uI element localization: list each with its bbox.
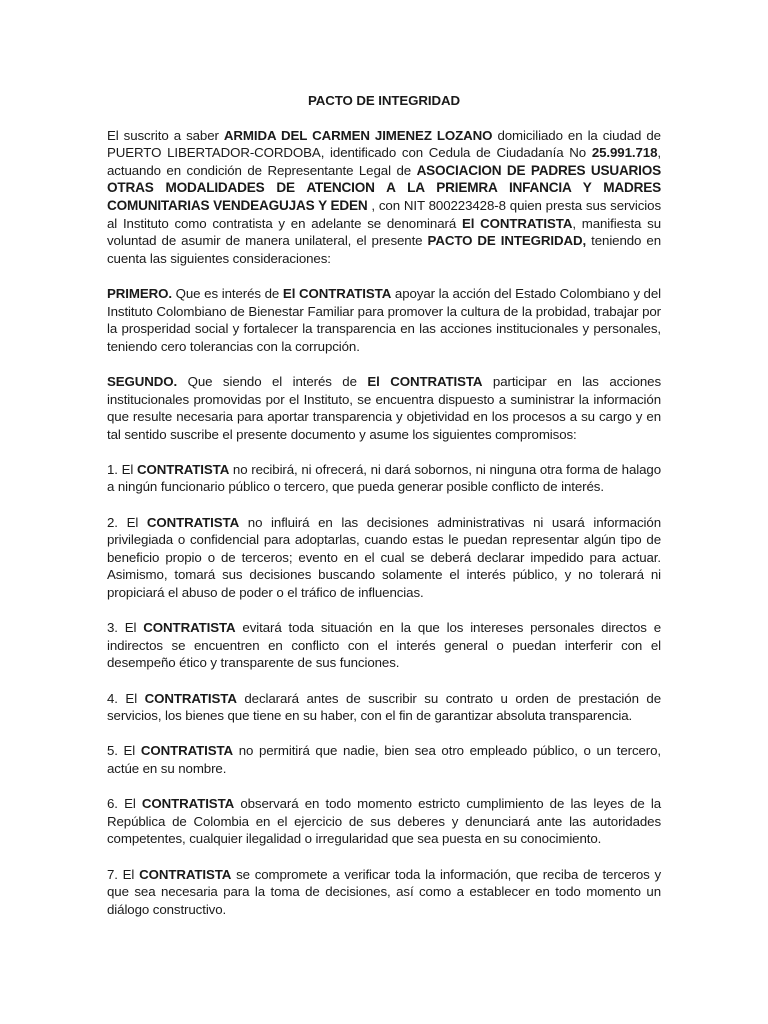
commitment-prefix: 2. El <box>107 514 147 530</box>
document-page <box>107 92 661 936</box>
segundo-text-1: Que siendo el interés de <box>177 373 368 389</box>
commitment-4 <box>107 690 661 725</box>
primero-text-1: Que es interés de <box>171 285 283 301</box>
document-title: PACTO DE INTEGRIDAD <box>307 93 460 108</box>
commitment-3 <box>107 619 661 672</box>
commitment-text: evitará toda situación en la que los intereses personales directos e indirectos se encuentren en conflicto con el interés general o puedan interferir con el desempeño ético y transparente de sus funciones. <box>107 620 662 671</box>
primero-text-2: apoyar la acción del Estado Colombiano y del Instituto Colombiano de Bienestar Familiar para promover la cultura de la probidad, trabajar por la prosperidad social y fortalecer la transparencia en las acciones institucionales y personales, teniendo cero tolerancias con la corrupción. <box>107 285 662 354</box>
commitment-7 <box>107 866 661 919</box>
primero-label: PRIMERO. <box>107 285 172 301</box>
commitment-6 <box>107 795 661 848</box>
intro-text-1: El suscrito a saber <box>107 127 224 143</box>
organization-name: ASOCIACION DE PADRES USUARIOS OTRAS MODALIDADES DE ATENCION A LA PRIEMRA INFANCIA Y MADRES COMUNITARIAS VENDEAGUJAS Y EDEN <box>107 162 661 213</box>
commitment-keyword: CONTRATISTA <box>144 690 237 706</box>
commitment-prefix: 1. El <box>107 461 137 477</box>
commitment-text: no permitirá que nadie, bien sea otro empleado público, o un tercero, actúe en su nombre. <box>107 743 662 776</box>
commitment-text: observará en todo momento estricto cumplimiento de las leyes de la República de Colombia en el ejercicio de sus deberes y denunciará ante las autoridades competentes, cualquier ilegalidad o irregularidad que sea puesta en su conocimiento. <box>107 796 662 847</box>
commitment-text: declarará antes de suscribir su contrato u orden de prestación de servicios, los bienes que tiene en su haber, con el fin de garantizar absoluta transparencia. <box>107 690 661 724</box>
commitment-keyword: CONTRATISTA <box>141 796 235 812</box>
intro-text-4: , con NIT 800223428-8 quien presta sus servicios al Instituto como contratista y en adelante se denominará <box>107 197 661 231</box>
id-number: 25.991.718 <box>591 145 658 161</box>
commitment-text: no influirá en las decisiones administrativas ni usará información privilegiada o confidencial para adoptarlas, cuando estas le puedan representar algún tipo de beneficio propio o de terceros; evento en el cual se deberá declarar impedido para actuar. Asimismo, tomará sus decisiones buscando solamente el interés público, y no tolerará ni propiciará el abuso de poder o el tráfico de influencias. <box>107 514 661 601</box>
intro-text-2: domiciliado en la ciudad de PUERTO LIBERTADOR-CORDOBA, identificado con Cedula de Ciudadanía No <box>107 127 661 161</box>
commitment-prefix: 7. El <box>107 866 140 882</box>
commitment-keyword: CONTRATISTA <box>136 461 230 477</box>
commitment-prefix: 4. El <box>107 690 145 706</box>
commitment-prefix: 6. El <box>107 796 142 812</box>
intro-text-5: , manifiesta su voluntad de asumir de manera unilateral, el presente <box>107 215 661 249</box>
intro-text-3: , actuando en condición de Representante Legal de <box>107 145 661 178</box>
commitment-keyword: CONTRATISTA <box>139 866 232 882</box>
commitment-keyword: CONTRATISTA <box>146 514 240 530</box>
pact-term: PACTO DE INTEGRIDAD, <box>427 233 587 249</box>
segundo-paragraph <box>107 373 661 443</box>
commitment-text: no recibirá, ni ofrecerá, ni dará sobornos, ni ninguna otra forma de halago a ningún funcionario público o tercero, que pueda generar posible conflicto de interés. <box>107 461 662 495</box>
intro-text-6: teniendo en cuenta las siguientes consideraciones: <box>107 233 662 266</box>
segundo-text-2: participar en las acciones institucionales promovidas por el Instituto, se encuentra dispuesto a suministrar la información que resulte necesaria para aportar transparencia y objetividad en los procesos a su cargo y en tal sentido suscribe el presente documento y asume los siguientes compromisos: <box>107 373 661 442</box>
commitment-keyword: CONTRATISTA <box>143 620 236 636</box>
contractor-term: El CONTRATISTA <box>461 215 573 231</box>
signer-name: ARMIDA DEL CARMEN JIMENEZ LOZANO <box>223 127 493 143</box>
primero-paragraph <box>107 285 661 355</box>
commitment-5 <box>107 742 661 777</box>
segundo-label: SEGUNDO. <box>107 373 178 389</box>
commitment-2 <box>107 514 661 602</box>
commitment-prefix: 5. El <box>107 743 141 759</box>
commitment-keyword: CONTRATISTA <box>140 743 234 759</box>
segundo-contractor: El CONTRATISTA <box>367 373 483 389</box>
commitment-1 <box>107 461 661 496</box>
commitment-prefix: 3. El <box>107 620 144 636</box>
commitment-text: se compromete a verificar toda la información, que reciba de terceros y que sea necesaria para la toma de decisiones, así como a establecer en todo momento un diálogo constructivo. <box>107 866 662 917</box>
intro-paragraph <box>107 127 661 268</box>
primero-contractor: El CONTRATISTA <box>282 285 392 301</box>
